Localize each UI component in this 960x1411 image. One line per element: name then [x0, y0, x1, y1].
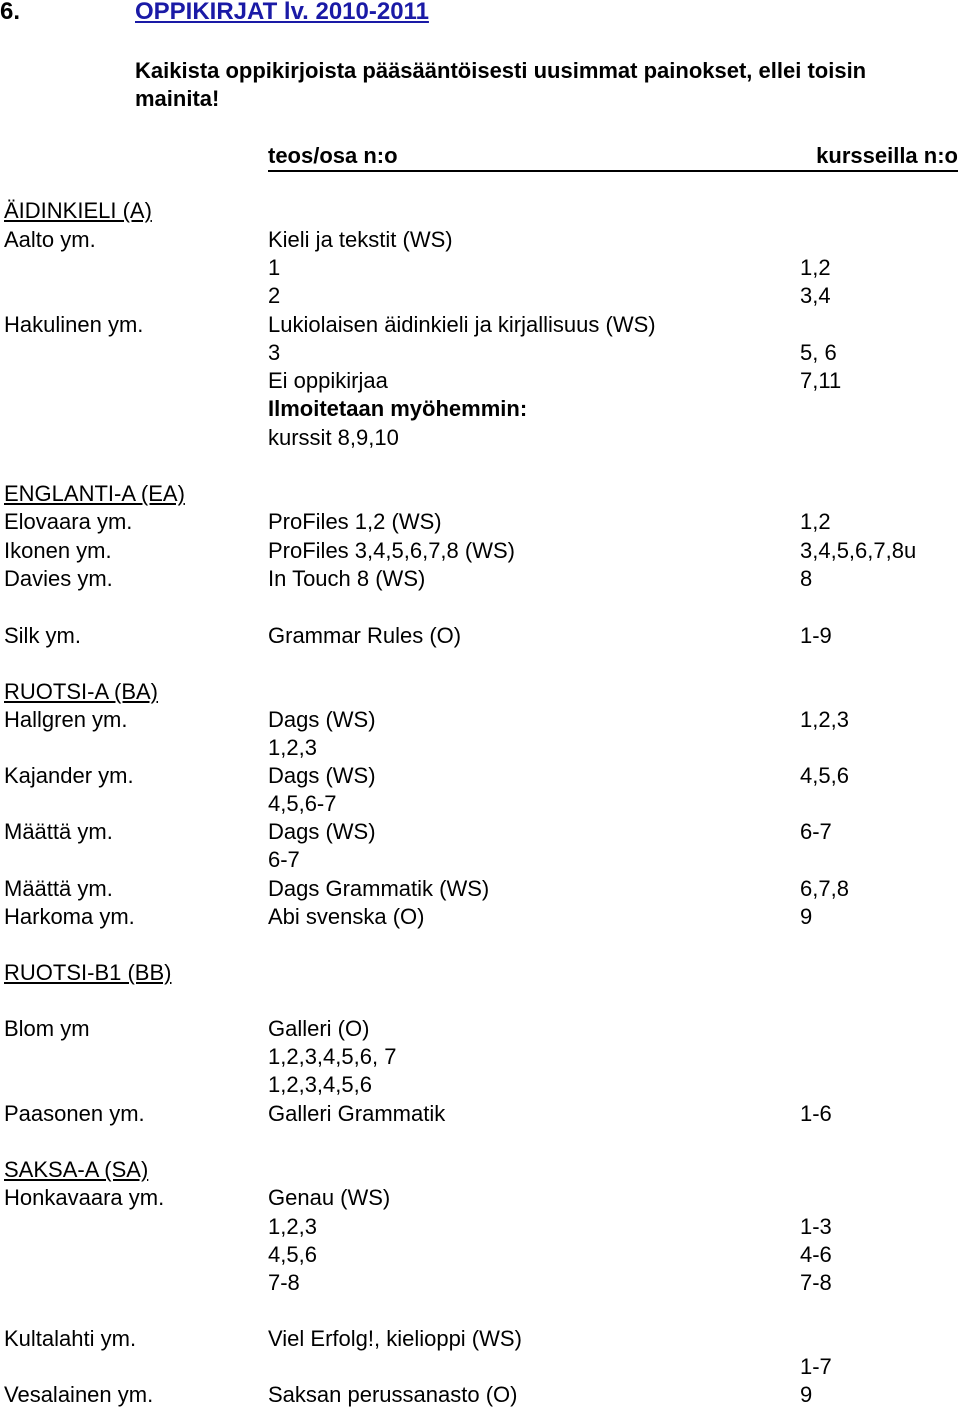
courses: 6-7: [800, 819, 832, 844]
courses: 7-8: [800, 1270, 832, 1295]
author: Hakulinen ym.: [4, 312, 144, 337]
column-header: [268, 140, 958, 172]
courses: 9: [800, 1382, 813, 1407]
author: Silk ym.: [4, 623, 81, 648]
no-book-note: Ei oppikirjaa: [268, 368, 388, 393]
courses: 7,11: [800, 368, 842, 393]
author: Elovaara ym.: [4, 509, 133, 534]
book-part: 2: [268, 283, 281, 308]
book-part: 7-8: [268, 1270, 300, 1295]
book-title: Grammar Rules (O): [268, 623, 462, 648]
book-title: Galleri Grammatik: [268, 1101, 446, 1126]
column-courses: kursseilla n:o: [816, 143, 958, 168]
book-title: Saksan perussanasto (O): [268, 1382, 518, 1407]
courses: 3,4: [800, 283, 831, 308]
book-title: ProFiles 1,2 (WS): [268, 509, 442, 534]
section-number: 6.: [0, 0, 21, 25]
courses: 8: [800, 566, 813, 591]
author: Harkoma ym.: [4, 904, 135, 929]
announce-later-note: Ilmoitetaan myöhemmin:: [268, 396, 528, 421]
section-title-link[interactable]: OPPIKIRJAT lv. 2010-2011: [135, 0, 429, 25]
author: Määttä ym.: [4, 819, 113, 844]
author: Paasonen ym.: [4, 1101, 145, 1126]
intro-note: Kaikista oppikirjoista pääsääntöisesti uusimmat painokset, ellei toisin mainita!: [135, 58, 867, 111]
courses: 4-6: [800, 1242, 832, 1267]
book-title: Genau (WS): [268, 1185, 391, 1210]
courses: 1-9: [800, 623, 832, 648]
courses: 1-3: [800, 1214, 832, 1239]
courses: 1,2: [800, 509, 831, 534]
book-part: 1,2,3: [268, 1214, 317, 1239]
book-part: 4,5,6: [268, 1242, 317, 1267]
courses: 1,2: [800, 255, 831, 280]
author: Kajander ym.: [4, 763, 134, 788]
author: Kultalahti ym.: [4, 1326, 137, 1351]
book-part: 1,2,3: [268, 735, 317, 760]
book-title: Galleri (O): [268, 1016, 370, 1041]
book-title: Dags (WS): [268, 707, 376, 732]
section-heading-ruotsi-b1: RUOTSI-B1 (BB): [4, 960, 172, 985]
book-title: Dags (WS): [268, 819, 376, 844]
author: Ikonen ym.: [4, 538, 112, 563]
author: Hallgren ym.: [4, 707, 128, 732]
later-courses: kurssit 8,9,10: [268, 425, 399, 450]
book-title: Lukiolaisen äidinkieli ja kirjallisuus (WS): [268, 312, 656, 337]
book-title: Viel Erfolg!, kielioppi (WS): [268, 1326, 522, 1351]
courses: 1-7: [800, 1354, 832, 1379]
author: Davies ym.: [4, 566, 113, 591]
courses: 6,7,8: [800, 876, 849, 901]
book-part: 1,2,3,4,5,6, 7: [268, 1044, 397, 1069]
section-heading-aidinkieli: ÄIDINKIELI (A): [4, 198, 152, 223]
book-title: Dags (WS): [268, 763, 376, 788]
courses: 4,5,6: [800, 763, 849, 788]
book-title: ProFiles 3,4,5,6,7,8 (WS): [268, 538, 515, 563]
author: Honkavaara ym.: [4, 1185, 165, 1210]
courses: 9: [800, 904, 813, 929]
book-title: Dags Grammatik (WS): [268, 876, 490, 901]
author: Määttä ym.: [4, 876, 113, 901]
book-part: 1,2,3,4,5,6: [268, 1072, 372, 1097]
section-heading-ruotsi-a: RUOTSI-A (BA): [4, 679, 159, 704]
book-part: 1: [268, 255, 281, 280]
author: Vesalainen ym.: [4, 1382, 154, 1407]
courses: 3,4,5,6,7,8u: [800, 538, 917, 563]
book-title: Kieli ja tekstit (WS): [268, 227, 453, 252]
column-work: teos/osa n:o: [268, 143, 398, 168]
book-title: In Touch 8 (WS): [268, 566, 426, 591]
courses: 1,2,3: [800, 707, 849, 732]
section-heading-saksa: SAKSA-A (SA): [4, 1157, 149, 1182]
author: Blom ym: [4, 1016, 90, 1041]
page-title: [0, 0, 429, 28]
author: Aalto ym.: [4, 227, 96, 252]
book-part: 6-7: [268, 847, 300, 872]
book-title: Abi svenska (O): [268, 904, 425, 929]
book-part: 4,5,6-7: [268, 791, 337, 816]
courses: 5, 6: [800, 340, 837, 365]
courses: 1-6: [800, 1101, 832, 1126]
book-part: 3: [268, 340, 281, 365]
section-heading-englanti: ENGLANTI-A (EA): [4, 481, 185, 506]
